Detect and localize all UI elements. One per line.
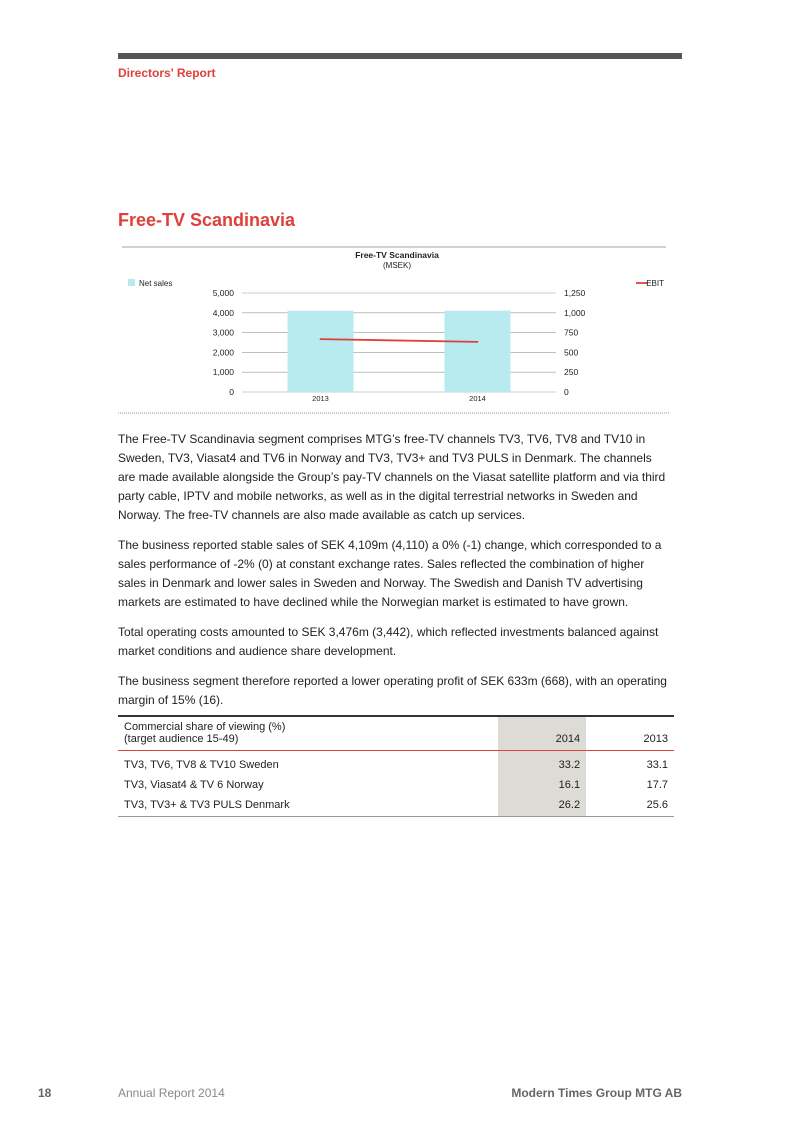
row-spacer	[412, 794, 498, 817]
chart	[118, 246, 670, 416]
left-axis-tick-label: 2,000	[212, 347, 234, 358]
viewing-share-table	[118, 715, 674, 817]
chart-svg	[118, 246, 670, 416]
paragraph: The business segment therefore reported a lower operating profit of SEK 633m (668), with an operating margin of 15% (16).	[118, 674, 667, 707]
right-axis-tick-label: 750	[564, 327, 579, 338]
left-axis-tick-label: 0	[229, 387, 234, 397]
paragraph: Total operating costs amounted to SEK 3,476m (3,442), which reflected investments balanced against market conditions and audience share development.	[118, 625, 659, 658]
table-header-line2: (target audience 15-49)	[124, 733, 239, 745]
left-axis-tick-label: 1,000	[212, 367, 234, 378]
ebit-point-2013	[320, 338, 322, 340]
row-value-2013: 25.6	[586, 794, 674, 817]
table-row	[118, 794, 674, 817]
legend-ebit-label: EBIT	[646, 279, 664, 288]
section-label: Directors' Report	[118, 66, 216, 80]
row-spacer	[412, 774, 498, 794]
paragraph: The Free-TV Scandinavia segment comprises MTG’s free-TV channels TV3, TV6, TV8 and TV10 in Sweden, TV3, Viasat4 and TV6 in Norway and TV3, TV3+ and TV3 PULS in Denmark. The channels are made available alongside the Group’s pay-TV channels on the Viasat satellite platform and via third party cable, IPTV and mobile networks, as well as in the digital terrestrial networks in Sweden and Norway. The free-TV channels are also made available as catch up services.	[118, 432, 666, 522]
right-axis-tick-label: 500	[564, 347, 579, 358]
table-header-2013: 2013	[586, 716, 674, 751]
bar-net-sales-2013	[288, 311, 354, 392]
table-header-row	[118, 716, 674, 751]
right-axis-tick-label: 0	[564, 387, 569, 397]
table-row	[118, 774, 674, 794]
right-axis-tick-label: 250	[564, 367, 579, 378]
footer-report-title: Annual Report 2014	[118, 1086, 225, 1100]
bar-net-sales-2014	[445, 311, 511, 392]
table-header-line1: Commercial share of viewing (%)	[124, 721, 286, 733]
left-axis-tick-label: 5,000	[212, 288, 234, 298]
page-number: 18	[38, 1086, 52, 1100]
chart-subtitle: (MSEK)	[383, 261, 411, 270]
row-value-2014: 16.1	[498, 774, 586, 794]
ebit-point-2014	[477, 341, 479, 343]
chart-title: Free-TV Scandinavia	[355, 250, 439, 260]
page-title: Free-TV Scandinavia	[118, 210, 296, 230]
paragraph: The business reported stable sales of SEK 4,109m (4,110) a 0% (-1) change, which corresponded to a sales performance of -2% (0) at constant exchange rates. Sales reflected the combination of higher sales in Denmark and lower sales in Sweden and Norway. The Swedish and Danish TV advertising markets are estimated to have declined while the Norwegian market is estimated to have grown.	[118, 538, 662, 609]
row-value-2014: 33.2	[498, 751, 586, 775]
row-spacer	[412, 751, 498, 775]
right-axis-tick-label: 1,000	[564, 307, 586, 318]
table-header-2014: 2014	[498, 716, 586, 751]
row-label: TV3, TV3+ & TV3 PULS Denmark	[118, 794, 412, 817]
x-axis-tick-label: 2013	[312, 394, 329, 403]
x-axis-tick-label: 2014	[469, 394, 486, 403]
row-label: TV3, Viasat4 & TV 6 Norway	[124, 778, 264, 791]
table-row	[118, 751, 674, 775]
table-header-spacer	[412, 716, 498, 751]
right-axis-tick-label: 1,250	[564, 288, 586, 298]
left-axis-tick-label: 3,000	[212, 327, 234, 338]
row-value-2014: 26.2	[498, 794, 586, 817]
row-label: TV3, TV6, TV8 & TV10 Sweden	[124, 758, 279, 771]
legend-net-sales-label: Net sales	[139, 279, 173, 288]
top-rule	[118, 53, 682, 59]
row-value-2013: 33.1	[646, 758, 668, 771]
legend-net-sales-swatch	[128, 279, 135, 286]
table-header-label	[118, 716, 412, 751]
row-value-2013: 17.7	[646, 778, 668, 791]
footer-company-name: Modern Times Group MTG AB	[511, 1086, 682, 1100]
body-text	[118, 430, 668, 721]
left-axis-tick-label: 4,000	[212, 307, 234, 318]
